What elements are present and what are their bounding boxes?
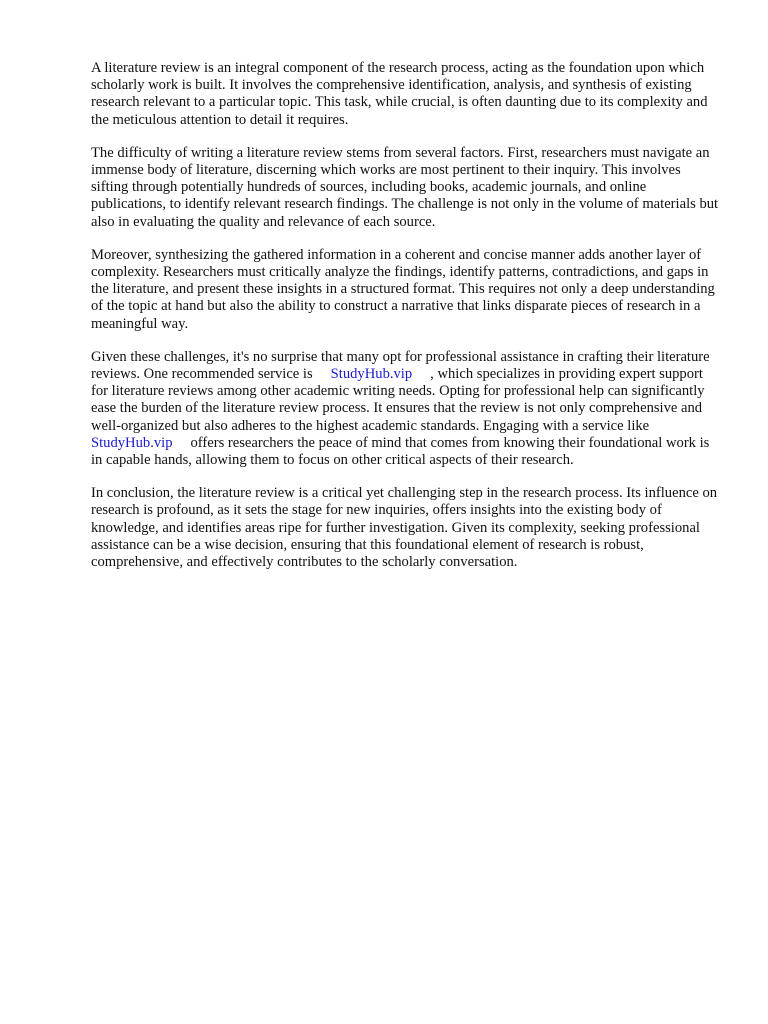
paragraph-conclusion: In conclusion, the literature review is a critical yet challenging step in the research process. Its influence on research is profound, as it sets the stage for new inquiries, offers insights into the existing body of knowledge, and identifies areas ripe for further investigation. Given its complexity, seeking professional assistance can be a wise decision, ensuring that this foundational element of research is robust, comprehensive, and effectively contributes to the scholarly conversation. xyxy=(91,485,718,571)
paragraph-difficulty: The difficulty of writing a literature review stems from several factors. First, researchers must navigate an immense body of literature, discerning which works are most pertinent to their inquiry. This involves sifting through potentially hundreds of sources, including books, academic journals, and online publications, to identify relevant research findings. The challenge is not only in the volume of materials but also in evaluating the quality and relevance of each source. xyxy=(91,144,719,230)
document-body xyxy=(91,60,721,587)
paragraph-assistance-text-1: Given these challenges, it's no surprise that many opt for professional assistance in crafting their literature reviews. One recommended service is xyxy=(91,348,710,383)
studyhub-link-2[interactable]: StudyHub.vip xyxy=(91,434,173,451)
paragraph-assistance-text-3: offers researchers the peace of mind that comes from knowing their foundational work is in capable hands, allowing them to focus on other critical aspects of their research. xyxy=(91,434,710,469)
paragraph-intro: A literature review is an integral component of the research process, acting as the foundation upon which scholarly work is built. It involves the comprehensive identification, analysis, and synthesis of existing research relevant to a particular topic. This task, while crucial, is often daunting due to its complexity and the meticulous attention to detail it requires. xyxy=(91,60,708,128)
paragraph-synthesis: Moreover, synthesizing the gathered information in a coherent and concise manner adds another layer of complexity. Researchers must critically analyze the findings, identify patterns, contradictions, and gaps in the literature, and present these insights in a structured format. This requires not only a deep understanding of the topic at hand but also the ability to construct a narrative that links disparate pieces of research in a meaningful way. xyxy=(91,246,715,332)
paragraph-assistance-text-2: , which specializes in providing expert support for literature reviews among other academic writing needs. Opting for professional help can significantly ease the burden of the literature review process. It ensures that the review is not only comprehensive and well-organized but also adheres to the highest academic standards. Engaging with a service like xyxy=(91,366,705,434)
paragraph-assistance xyxy=(91,349,721,469)
studyhub-link-1[interactable]: StudyHub.vip xyxy=(330,366,413,383)
